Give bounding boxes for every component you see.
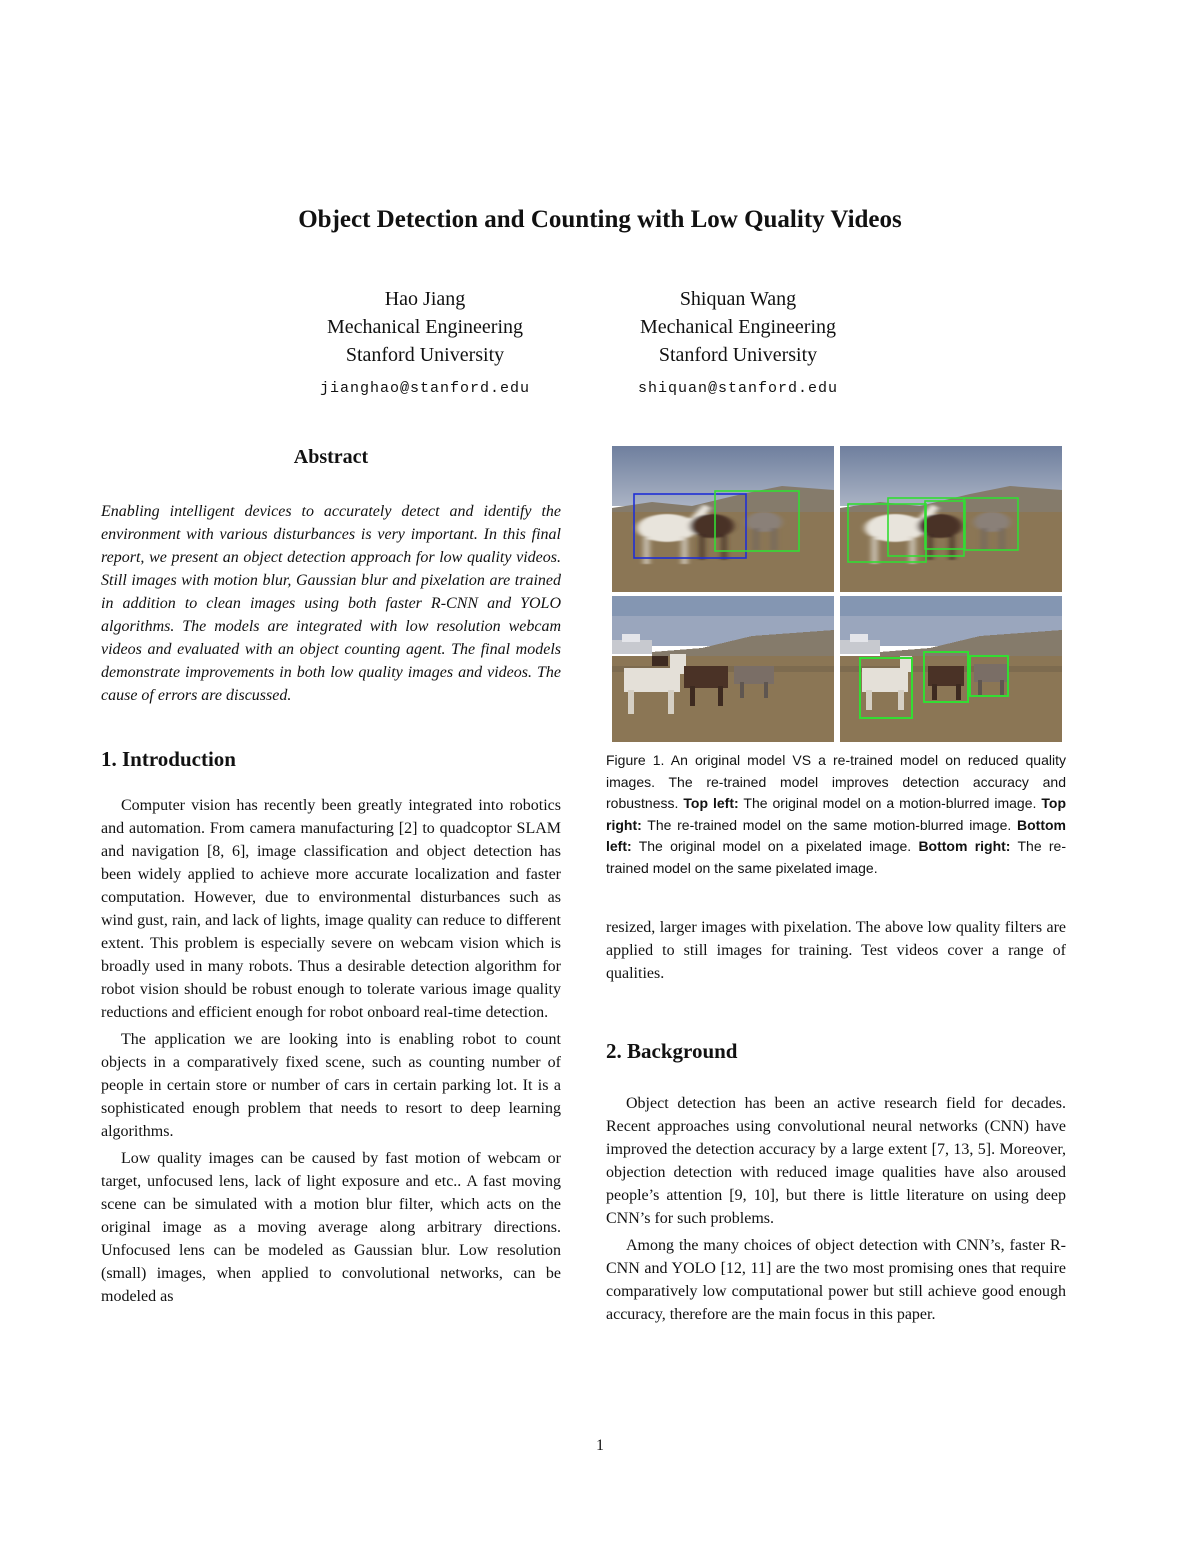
- author-email: jianghao@stanford.edu: [319, 380, 531, 397]
- author-affiliation: Stanford University: [345, 344, 505, 366]
- caption-item-label: Bottom right:: [918, 838, 1011, 854]
- figure-caption: [606, 750, 1066, 879]
- body-paragraph-continued: resized, larger images with pixelation. The above low quality filters are applied to still images for training. Test videos cover a range of qualities.: [606, 919, 1066, 982]
- body-paragraph: The application we are looking into is enabling robot to count objects in a comparatively fixed scene, such as counting number of people in certain store or number of cars in certain parking lot. It is a sophisticated enough problem that needs to resort to deep learning algorithms.: [101, 1031, 561, 1140]
- author-department: Mechanical Engineering: [326, 316, 524, 338]
- author-department: Mechanical Engineering: [639, 316, 837, 338]
- caption-item-text: The re-trained model on the same pixelated image.: [606, 838, 1067, 876]
- section-heading-introduction: 1. Introduction: [101, 747, 236, 771]
- horse-photo-motion-blurred-retrained: [840, 446, 1062, 592]
- figure-panel-bottom-left: [612, 596, 834, 742]
- body-paragraph: Among the many choices of object detection with CNN’s, faster R-CNN and YOLO [12, 11] are the two most promising ones that require comparatively low computational power but still achieve good enough accuracy, therefore are the main focus in this paper.: [606, 1237, 1066, 1323]
- body-paragraph: Low quality images can be caused by fast motion of webcam or target, unfocused lens, lack of light exposure and etc.. A fast moving scene can be simulated with a motion blur filter, which acts on the original image as a moving average along arbitrary directions. Unfocused lens can be modeled as Gaussian blur. Low resolution (small) images, when applied to convolutional networks, can be modeled as: [101, 1150, 561, 1305]
- caption-item-text: The re-trained model on the same motion-blurred image.: [647, 816, 1012, 833]
- caption-label: Figure 1.: [606, 752, 665, 768]
- caption-item-text: The original model on a motion-blurred image.: [743, 795, 1037, 811]
- left-column: [101, 446, 561, 1308]
- paper-title: Object Detection and Counting with Low Quality Videos: [298, 206, 902, 233]
- page-number: 1: [596, 1437, 604, 1454]
- abstract-text: Enabling intelligent devices to accurately detect and identify the environment with various disturbances is very important. In this final report, we present an object detection approach for low quality videos. Still images with motion blur, Gaussian blur and pixelation are trained in addition to clean images using both faster R-CNN and YOLO algorithms. The models are integrated with low resolution webcam videos and evaluated with an object counting agent. The final models demonstrate improvements in both low quality images and videos. The cause of errors are discussed.: [101, 503, 561, 704]
- body-paragraph: Computer vision has recently been greatly integrated into robotics and automation. From camera manufacturing [2] to quadcoptor SLAM and navigation [8, 6], image classification and object detection has been widely applied to achieve more accurate localization and faster computation. However, due to environmental disturbances such as wind gust, rain, and lack of lights, image quality can reduce to different extent. This problem is especially severe on webcam vision which is broadly used in many robots. Thus a desirable detection algorithm for robot vision should be robust enough to tolerate various image quality reductions and efficient enough for robot onboard real-time detection.: [101, 797, 561, 1021]
- horse-photo-pixelated-retrained: [840, 596, 1062, 742]
- section-heading-background: 2. Background: [606, 1039, 738, 1063]
- author-block-1: [255, 285, 595, 403]
- caption-item-label: Top left:: [683, 795, 739, 811]
- caption-item-label: Bottom left:: [606, 816, 1067, 854]
- author-block-2: [568, 285, 908, 403]
- figure-panel-bottom-right: [840, 596, 1062, 742]
- abstract-heading: Abstract: [293, 446, 369, 468]
- horse-photo-motion-blurred: [612, 446, 834, 592]
- figure-panel-top-right: [840, 446, 1062, 592]
- right-column: [606, 446, 1066, 1326]
- author-name: Shiquan Wang: [679, 288, 797, 310]
- body-paragraph: Object detection has been an active research field for decades. Recent approaches using convolutional neural networks (CNN) have improved the detection accuracy by a large extent [7, 13, 5]. Moreover, objection detection with reduced image qualities have also aroused people’s attention [9, 10], but there is little literature on using deep CNN’s for such problems.: [606, 1095, 1066, 1227]
- author-name: Hao Jiang: [384, 288, 466, 310]
- author-email: shiquan@stanford.edu: [637, 380, 839, 397]
- caption-item-text: The original model on a pixelated image.: [638, 838, 912, 854]
- caption-intro: An original model VS a re-trained model on reduced quality images. The re-trained model improves detection accuracy and robustness.: [606, 752, 1066, 811]
- figure-panel-top-left: [612, 446, 834, 592]
- caption-item-label: Top right:: [606, 795, 1067, 833]
- author-affiliation: Stanford University: [658, 344, 818, 366]
- figure-1: [606, 446, 1066, 746]
- horse-photo-pixelated: [612, 596, 834, 742]
